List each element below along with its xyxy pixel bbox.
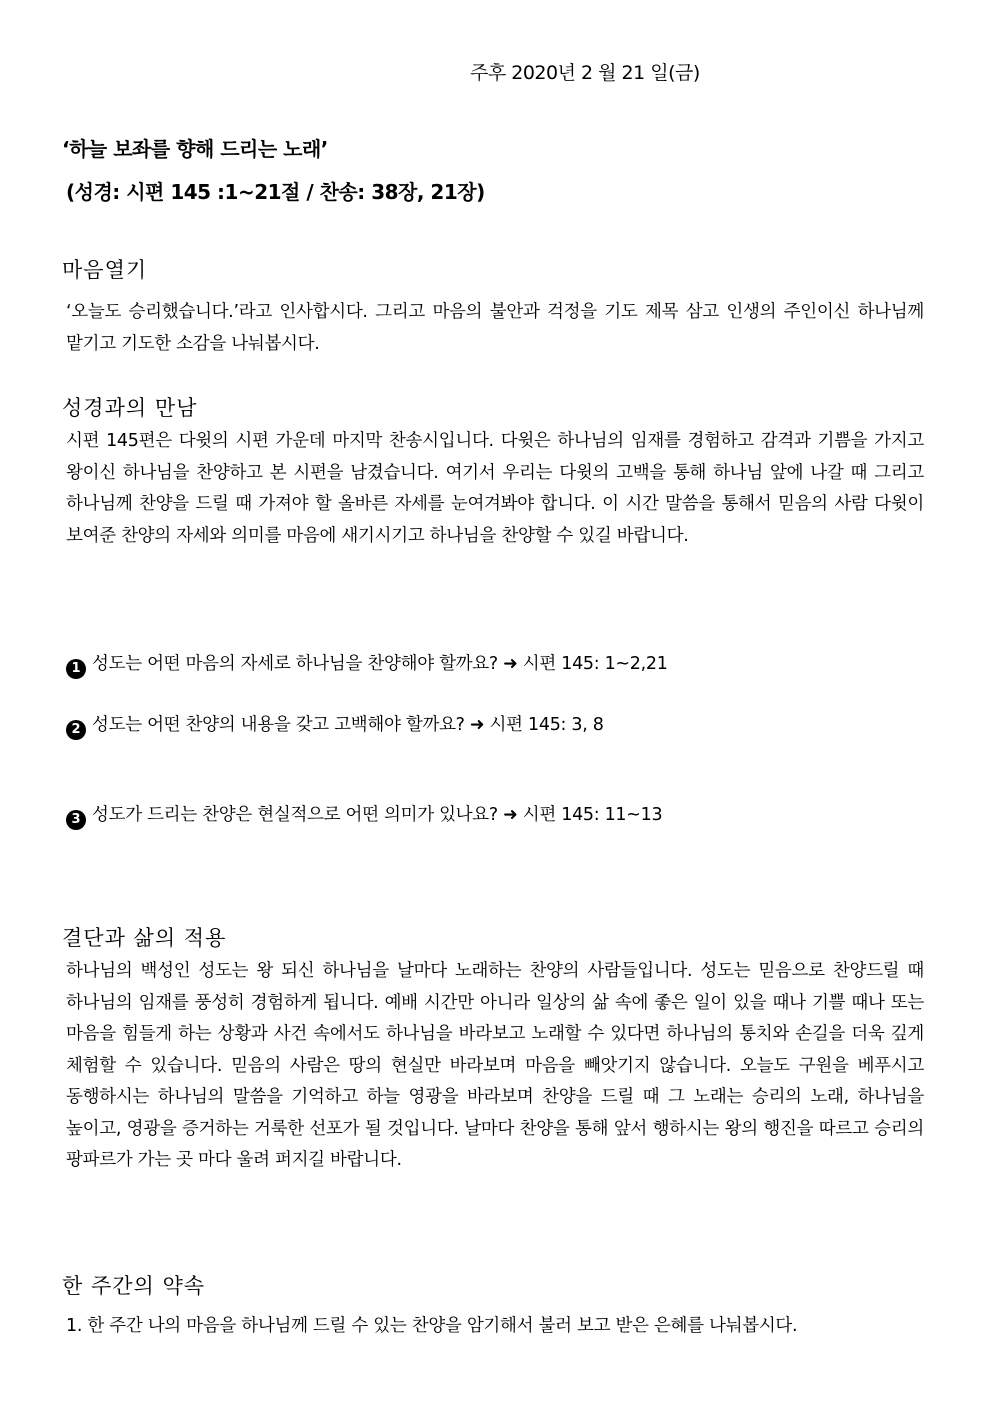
section-heading-promise: 한 주간의 약속 bbox=[62, 1274, 206, 1298]
promise-item-1: 1. 한 주간 나의 마음을 하나님께 드릴 수 있는 찬양을 암기해서 불러 보고 받은 은혜를 나눠봅시다. bbox=[66, 1316, 798, 1336]
date-line: 주후 2020년 2 월 21 일(금) bbox=[470, 62, 700, 84]
sermon-title: ‘하늘 보좌를 향해 드리는 노래’ bbox=[62, 137, 328, 161]
question-item-3 bbox=[66, 801, 662, 830]
question-number-badge: 3 bbox=[66, 810, 86, 830]
section-body-application: 하나님의 백성인 성도는 왕 되신 하나님을 날마다 노래하는 찬양의 사람들입니다. 성도는 믿음으로 찬양드릴 때 하나님의 임재를 풍성히 경험하게 됩니다. 예배 시간만 아니라 일상의 삶 속에 좋은 일이 있을 때나 기쁠 때나 또는 마음을 힘들게 하는 상황과 사건 속에서도 하나님을 바라보고 노래할 수 있다면 하나님의 통치와 손길을 더욱 깊게 체험할 수 있습니다. 믿음의 사람은 땅의 현실만 바라보며 마음을 빼앗기지 않습니다. 오늘도 구원을 베푸시고 동행하시는 하나님의 말씀을 기억하고 하늘 영광을 바라보며 찬양을 드릴 때 그 노래는 승리의 노래, 하나님을 높이고, 영광을 증거하는 거룩한 선포가 될 것입니다. 날마다 찬양을 통해 앞서 행하시는 왕의 행진을 따르고 승리의 팡파르가 가는 곳 마다 울려 퍼지길 바랍니다. bbox=[66, 961, 924, 1170]
question-item-2 bbox=[66, 711, 604, 740]
sermon-subtitle: (성경: 시편 145 :1~21절 / 찬송: 38장, 21장) bbox=[66, 180, 485, 204]
section-heading-opening: 마음열기 bbox=[62, 258, 148, 282]
question-number-badge: 1 bbox=[66, 659, 86, 679]
section-heading-application: 결단과 삶의 적용 bbox=[62, 926, 227, 950]
section-heading-scripture: 성경과의 만남 bbox=[62, 396, 198, 420]
question-item-1 bbox=[66, 650, 668, 679]
question-text: 성도는 어떤 마음의 자세로 하나님을 찬양해야 할까요? ➜ 시편 145: 1~2,21 bbox=[92, 654, 668, 674]
question-text: 성도는 어떤 찬양의 내용을 갖고 고백해야 할까요? ➜ 시편 145: 3, 8 bbox=[92, 715, 604, 735]
question-number-badge: 2 bbox=[66, 720, 86, 740]
question-text: 성도가 드리는 찬양은 현실적으로 어떤 의미가 있나요? ➜ 시편 145: 11~13 bbox=[92, 805, 663, 825]
section-body-scripture: 시편 145편은 다윗의 시편 가운데 마지막 찬송시입니다. 다윗은 하나님의 임재를 경험하고 감격과 기쁨을 가지고 왕이신 하나님을 찬양하고 본 시편을 남겼습니다. 여기서 우리는 다윗의 고백을 통해 하나님 앞에 나갈 때 그리고 하나님께 찬양을 드릴 때 가져야 할 올바른 자세를 눈여겨봐야 합니다. 이 시간 말씀을 통해서 믿음의 사람 다윗이 보여준 찬양의 자세와 의미를 마음에 새기시기고 하나님을 찬양할 수 있길 바랍니다. bbox=[66, 431, 924, 546]
section-body-opening: ‘오늘도 승리했습니다.’라고 인사합시다. 그리고 마음의 불안과 걱정을 기도 제목 삼고 인생의 주인이신 하나님께 맡기고 기도한 소감을 나눠봅시다. bbox=[66, 302, 924, 354]
